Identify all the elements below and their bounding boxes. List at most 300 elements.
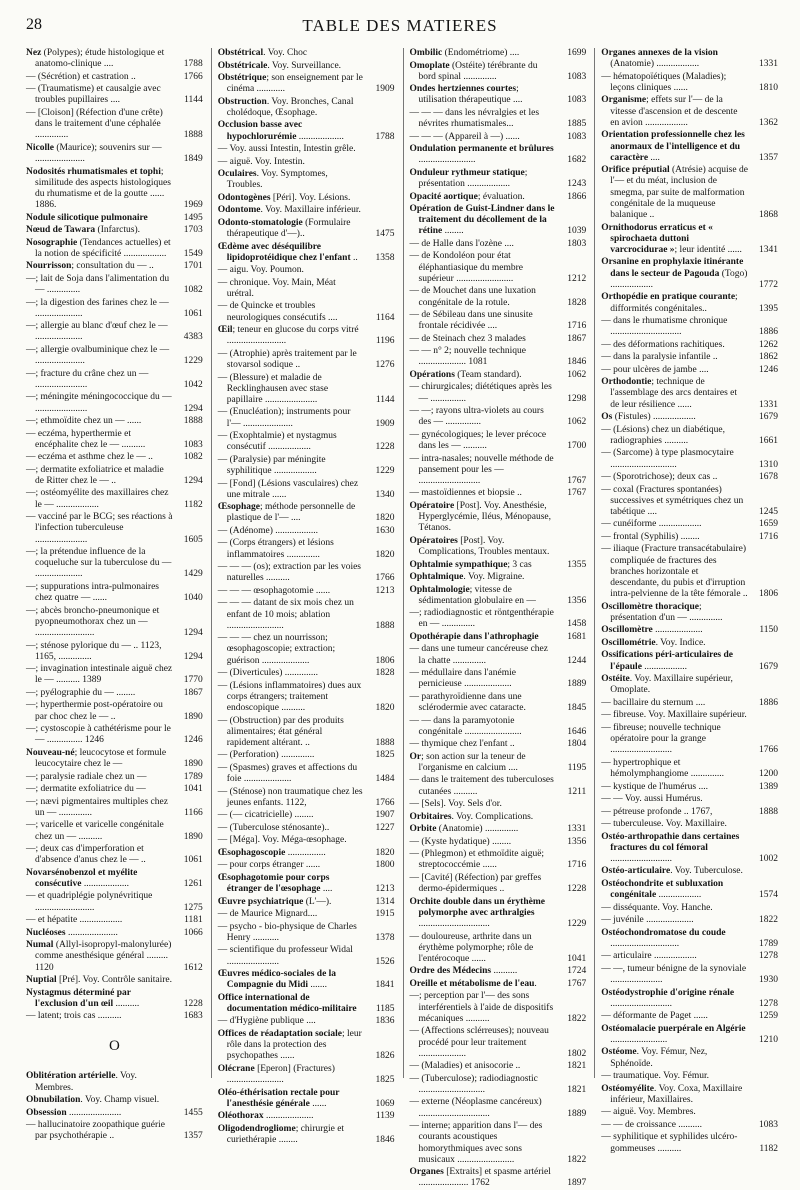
index-entry — [410, 334, 587, 345]
index-entry-page: 1040 — [183, 593, 203, 604]
index-entry-text: Orthodontie; technique de l'assemblage des arcs dentaires et de leur résilience ...... — [601, 377, 737, 410]
index-entry-page: 1211 — [567, 786, 587, 797]
index-entry — [218, 922, 395, 944]
index-entry-text: —; invagination intestinale aiguë chez le — .......... 1389 — [26, 664, 173, 686]
index-entry-page: 1083 — [567, 95, 587, 106]
index-entry-text: —; lait de Soja dans l'alimentation du — .............. — [26, 273, 170, 296]
index-entry-page: 1331 — [759, 59, 778, 70]
index-entry — [410, 644, 587, 666]
index-entry-text: — traumatique. Voy. Fémur. — [601, 1071, 709, 1082]
index-entry — [410, 346, 587, 368]
index-entry — [26, 1071, 203, 1093]
index-entry-page: 1182 — [759, 1143, 778, 1154]
index-entry-text: — et hépatite .................. — [26, 915, 123, 926]
index-entry — [218, 278, 395, 300]
index-entry-page: 1890 — [183, 711, 203, 722]
index-entry-page: 1357 — [183, 1131, 203, 1142]
index-entry — [218, 810, 395, 821]
index-entry-text: — (Sténose) non traumatique chez les jeunes enfants. 1122, — [217, 786, 363, 808]
index-entry — [26, 1120, 203, 1142]
index-entry-text: —; cystoscopie à cathétérisme pour le — ............... 1246 — [26, 724, 171, 746]
index-entry — [410, 108, 587, 130]
index-entry-text: — eczéma et asthme chez le — .. — [26, 452, 153, 463]
index-entry-page: 1820 — [375, 549, 395, 560]
index-entry — [410, 1121, 587, 1166]
index-entry — [218, 873, 395, 895]
index-entry-text: — des déformations rachitiques. — [601, 339, 725, 350]
index-entry-text: Ophtalmologie; vitesse de sédimentation globulaire en — — [409, 584, 536, 606]
index-entry-page: 4383 — [183, 332, 203, 343]
index-entry-page: 1930 — [759, 975, 778, 986]
index-entry-text: Obstétrical. Voy. Choc — [217, 48, 308, 58]
index-entry-page: 1767 — [567, 488, 587, 499]
index-entry-text: — aiguë. Voy. Membres. — [601, 1107, 696, 1118]
index-entry-page: 1766 — [759, 745, 778, 756]
index-entry-page: 1646 — [567, 726, 587, 737]
index-entry — [218, 823, 395, 834]
index-entry-page: 1082 — [183, 285, 203, 296]
index-entry — [26, 143, 203, 165]
index-entry-page: 1678 — [759, 472, 778, 483]
index-entry-page: 1246 — [759, 364, 778, 375]
index-column-4 — [594, 48, 778, 1154]
index-entry-text: Offices de réadaptation sociale; leur rôle dans la protection des psychopathes ...... — [217, 1028, 362, 1062]
index-entry-text: — pétreuse profonde .. 1767, — [601, 806, 713, 817]
index-entry-page: 1259 — [759, 1011, 778, 1022]
index-entry-text: — aigu. Voy. Poumon. — [217, 265, 304, 276]
index-entry-text: — — — œsophagotomie ...... — [217, 585, 331, 596]
index-entry-text: — — — (os); extraction par les voies naturelles .......... — [217, 562, 362, 584]
index-entry-text: Obsession ...................... — [26, 1107, 122, 1118]
index-entry-page: 1822 — [567, 1013, 587, 1024]
index-entry-page: 1821 — [567, 1084, 587, 1095]
index-entry — [410, 849, 587, 871]
index-entry-text: Nicolle (Maurice); souvenirs sur — ..................... — [26, 142, 162, 165]
index-entry — [26, 392, 203, 414]
index-entry-text: Orbitaires. Voy. Complications. — [409, 811, 534, 822]
index-entry-page: 1061 — [183, 855, 203, 866]
index-entry-page: 1716 — [567, 860, 587, 871]
index-entry-text: —; nævi pigmentaires multiples chez un — .............. — [26, 796, 168, 818]
index-entry-page: 1331 — [567, 824, 587, 835]
index-entry — [26, 700, 203, 722]
index-entry-text: Oléo-éthérisation rectale pour l'anesthésie générale ...... — [217, 1087, 340, 1109]
index-entry-text: — de Kondoléon pour état éléphantiasique du membre supérieur ........................ — [409, 251, 523, 284]
index-entry — [218, 48, 395, 59]
index-entry — [26, 582, 203, 604]
index-entry-page: 1821 — [567, 1061, 587, 1072]
index-entry — [26, 975, 203, 986]
index-entry-page: 1195 — [567, 762, 587, 773]
index-entry — [410, 1061, 587, 1072]
index-entry — [410, 239, 587, 250]
index-entry-page: 1213 — [375, 585, 395, 596]
index-entry-text: — fibreuse; nouvelle technique opératoire pour la grange .......................... — [601, 722, 721, 756]
index-entry-page: 1888 — [759, 806, 778, 817]
index-entry-page: 1836 — [375, 1016, 395, 1027]
index-entry-text: Orthopédie en pratique courante; difformités congénitales.. — [601, 292, 738, 314]
index-entry — [410, 585, 587, 607]
index-entry-text: Ostéite. Voy. Maxillaire supérieur, Omoplate. — [601, 674, 733, 696]
index-entry-text: Omoplate (Ostéite) térébrante du bord spinal .............. — [409, 60, 538, 82]
index-entry-text: Ophtalmique. Voy. Migraine. — [409, 572, 525, 583]
index-entry-page: 1789 — [183, 771, 203, 782]
index-entry — [410, 536, 587, 558]
index-entry-text: — articulaire .................. — [601, 951, 697, 962]
index-entry-text: — [Cavité] (Réfection) par greffes dermo-épidermiques .. — [409, 872, 542, 895]
index-entry-page: 1574 — [759, 890, 778, 901]
index-entry — [601, 425, 778, 447]
index-entry — [601, 1071, 778, 1082]
index-entry-text: — (Atrophie) après traitement par le stovarsol sodique .. — [217, 348, 357, 371]
index-entry-page: 1820 — [375, 703, 395, 714]
page-number: 28 — [26, 16, 42, 33]
index-entry — [601, 710, 778, 721]
index-entry — [26, 512, 203, 546]
index-entry-text: — déformante de Paget ...... — [601, 1011, 708, 1022]
index-entry-page: 1314 — [375, 896, 395, 907]
index-entry — [601, 532, 778, 543]
index-entry-text: — psycho - bio-physique de Charles Henry ........... — [217, 921, 357, 943]
index-entry — [601, 638, 778, 649]
index-entry-text: — de Halle dans l'ozène .... — [409, 238, 514, 249]
index-entry-page: 1804 — [567, 739, 587, 750]
index-entry — [410, 84, 587, 106]
index-entry-page: 1200 — [759, 769, 778, 779]
index-entry — [26, 238, 203, 260]
index-entry-page: 1294 — [183, 403, 203, 414]
index-entry — [410, 204, 587, 238]
index-entry-text: — Voy. aussi Intestin, Intestin grêle. — [217, 144, 356, 155]
index-entry-page: 1083 — [183, 439, 203, 450]
index-entry-page: 1083 — [759, 1119, 778, 1130]
index-entry — [218, 1064, 395, 1086]
index-entry-page: 1278 — [759, 951, 778, 962]
index-entry-text: —; ostéomyélite des maxillaires chez le — .................. — [26, 488, 169, 510]
index-entry-page: 1888 — [375, 737, 395, 748]
index-entry — [26, 261, 203, 272]
index-entry-page: 1355 — [567, 559, 587, 570]
index-entry — [218, 586, 395, 597]
index-entry-text: — vacciné par le BCG; ses réactions à l'infection tuberculeuse ...................... — [26, 512, 173, 545]
index-entry — [26, 820, 203, 842]
index-entry-text: — thymique chez l'enfant .. — [409, 739, 515, 750]
index-entry-page: 1185 — [375, 1003, 395, 1014]
index-entry-text: — interne; apparition dans l'— des courants acoustiques homorythmiques avec sons musicaux ........................ — [409, 1121, 543, 1165]
index-entry-page: 1294 — [183, 475, 203, 486]
index-column-1 — [26, 48, 203, 1142]
index-entry-text: — (Diverticules) .............. — [217, 668, 319, 679]
index-entry-page: 1806 — [375, 655, 395, 666]
index-entry — [218, 1016, 395, 1027]
index-entry — [218, 205, 395, 216]
index-entry — [26, 688, 203, 699]
index-entry — [601, 794, 778, 805]
index-entry-page: 1849 — [183, 154, 203, 165]
index-entry-page: 1083 — [567, 71, 587, 82]
index-entry — [601, 472, 778, 483]
index-entry-text: Œsophagoscopie ................ — [217, 847, 326, 858]
index-entry — [218, 716, 395, 750]
index-entry-text: — de Sébileau dans une sinusite frontale récidivée .... — [409, 310, 533, 332]
index-entry — [218, 325, 395, 347]
index-entry-text: Occlusion basse avec hypochlorurémie ................... — [217, 120, 344, 142]
index-entry-page: 1341 — [759, 244, 778, 255]
index-entry-text: Odontome. Voy. Maxillaire inférieur. — [217, 205, 361, 216]
index-entry-text: — tuberculeuse. Voy. Maxillaire. — [601, 819, 727, 829]
index-entry-text: Orchite double dans un érythème polymorphe avec arthralgies .............................. — [409, 896, 545, 929]
index-entry — [218, 120, 395, 142]
index-entry-page: 1767 — [567, 475, 587, 486]
index-entry-text: Ostéome. Voy. Fémur, Nez, Sphénoïde. — [601, 1047, 708, 1069]
index-entry-page: 1867 — [183, 687, 203, 698]
index-entry-page: 1229 — [375, 466, 395, 477]
index-entry — [218, 750, 395, 761]
index-entry — [410, 1097, 587, 1119]
index-entry-page: 1703 — [183, 225, 203, 236]
index-entry — [601, 130, 778, 164]
index-entry-text: — dans la paralysie infantile .. — [601, 352, 718, 363]
index-entry-text: Odontogènes [Péri]. Voy. Lésions. — [217, 192, 351, 203]
index-entry-text: — (Blessure) et maladie de Recklinghausen avec stase papillaire ...................... — [217, 372, 329, 405]
index-column-3 — [403, 48, 587, 1189]
index-entry-text: Ostéomalacie puerpérale en Algérie ........................ — [601, 1023, 746, 1045]
index-entry — [218, 835, 395, 846]
index-entry — [410, 799, 587, 810]
index-entry — [601, 48, 778, 70]
index-entry-page: 1298 — [567, 393, 587, 404]
index-entry — [218, 73, 395, 95]
index-entry-page: 1700 — [567, 441, 587, 452]
index-entry-text: —; la prétendue influence de la coqueluche sur la tuberculose du — .................... — [26, 547, 172, 580]
index-entry-page: 1229 — [567, 919, 587, 929]
index-entry — [601, 519, 778, 530]
page-title: TABLE DES MATIERES — [302, 16, 498, 35]
index-entry-text: Œil; teneur en glucose du corps vitré ......................... — [217, 325, 359, 347]
index-entry-text: Nez (Polypes); étude histologique et anatomo-clinique .... — [26, 48, 165, 70]
index-entry — [410, 488, 587, 499]
index-entry-page: 1362 — [759, 117, 778, 128]
index-entry-page: 1526 — [375, 956, 395, 967]
index-entry-text: —; méningite méningococcique du — ...................... — [26, 392, 172, 414]
index-entry-page: 1069 — [375, 1098, 395, 1109]
index-entry-page: 1800 — [375, 860, 395, 871]
index-entry-text: Nystagmus déterminé par l'exclusion d'un œil .......... — [26, 987, 140, 1009]
index-entry-text: — disséquante. Voy. Hanche. — [601, 902, 713, 913]
index-entry — [601, 316, 778, 338]
index-entry — [218, 265, 395, 276]
index-entry-text: Oreille et métabolisme de l'eau. — [409, 978, 537, 989]
index-entry-page: 1310 — [759, 459, 778, 470]
index-entry — [26, 167, 203, 212]
index-entry — [601, 951, 778, 962]
index-entry — [218, 1088, 395, 1110]
index-entry — [218, 97, 395, 119]
index-entry-page: 1772 — [759, 279, 778, 290]
index-entry-page: 1886 — [759, 697, 778, 708]
index-entry — [218, 909, 395, 920]
index-entry-page: 1897 — [567, 1178, 587, 1189]
index-entry-text: — coxal (Fractures spontanées) successives et symétriques chez un tabétique .... — [601, 484, 744, 517]
index-entry — [218, 502, 395, 524]
index-entry — [26, 274, 203, 296]
index-entry-page: 1139 — [375, 1111, 395, 1122]
index-entry-text: Organes [Extraits] et spasme artériel ..................... 1762 — [409, 1167, 551, 1189]
index-entry-text: Office international de documentation médico-militaire — [217, 992, 357, 1014]
index-entry-text: — kystique de l'humérus .... — [601, 781, 708, 792]
index-entry — [26, 225, 203, 236]
index-entry — [26, 452, 203, 463]
index-entry-text: — — Voy. aussi Humérus. — [601, 794, 703, 804]
index-columns — [26, 48, 778, 1189]
index-entry — [218, 407, 395, 429]
index-entry-text: — (Spasmes) graves et affections du foie .................... — [217, 762, 358, 785]
index-entry — [218, 479, 395, 501]
index-entry-page: 1244 — [567, 655, 587, 666]
index-entry-text: — (Sporotrichose); deux cas .. — [601, 472, 718, 483]
index-entry-text: — [Cloison] (Réfection d'une crête) dans le traitement d'une céphalée .............. — [26, 107, 163, 141]
index-entry-text: Ossifications péri-articulaires de l'épaule .................. — [601, 650, 734, 672]
index-entry-text: Oscillomètre .................... — [601, 625, 703, 636]
index-entry — [26, 416, 203, 427]
index-entry-page: 1766 — [375, 573, 395, 584]
index-entry-page: 1699 — [567, 48, 587, 58]
index-entry — [410, 966, 587, 977]
index-entry-text: — [Méga]. Voy. Méga-œsophage. — [217, 835, 347, 846]
index-entry-text: — (Lésions) chez un diabétique, radiographies .......... — [601, 424, 725, 446]
index-entry-page: 1495 — [183, 212, 203, 223]
index-entry-text: — de Mouchet dans une luxation congénitale de la rotule. — [409, 286, 536, 308]
index-entry-page: 1144 — [375, 394, 395, 405]
index-entry-text: — [Sels]. Voy. Sels d'or. — [409, 799, 502, 810]
index-entry — [410, 739, 587, 750]
index-entry-text: — (Enucléation); instruments pour l'— ..................... — [217, 407, 351, 429]
index-entry — [26, 369, 203, 391]
index-entry-text: — dans le rhumatisme chronique .............................. — [601, 316, 728, 338]
index-entry-text: Or; son action sur la teneur de l'organisme en calcium .... — [409, 751, 526, 773]
index-entry-page: 1166 — [184, 807, 203, 818]
index-entry — [601, 72, 778, 94]
index-entry-page: 1212 — [567, 273, 587, 284]
index-entry-page: 1810 — [759, 82, 778, 93]
index-entry-text: Ornithodorus erraticus et « spirochaeta duttoni varcrocidurae »; leur identité ...... — [601, 222, 742, 255]
index-entry-text: — — de croissance .......... — [601, 1119, 703, 1130]
index-entry — [218, 242, 395, 264]
index-entry-page: 1681 — [567, 631, 587, 642]
index-entry-text: Œsophage; méthode personnelle de plastique de l'— .... — [217, 502, 356, 524]
index-entry — [410, 1074, 587, 1096]
index-entry-text: —; suppurations intra-pulmonaires chez quatre — ...... — [26, 581, 159, 604]
index-entry-page: 1294 — [183, 651, 203, 662]
index-entry-text: — (Sarcome) à type plasmocytaire ............................ — [601, 448, 734, 470]
index-entry-text: — pour corps étranger ...... — [217, 860, 321, 871]
index-entry — [601, 257, 778, 291]
index-entry — [410, 382, 587, 404]
index-entry-page: 1210 — [759, 1034, 778, 1045]
index-entry-page: 1429 — [183, 569, 203, 580]
index-entry-text: Nouveau-né; leucocytose et formule leucocytaire chez le — — [26, 747, 167, 770]
index-entry — [26, 1011, 203, 1022]
index-entry-text: — (Corps étrangers) et lésions inflammatoires .............. — [217, 538, 334, 560]
index-entry — [218, 526, 395, 537]
index-entry-page: 1144 — [184, 95, 203, 106]
index-entry-page: 1612 — [183, 962, 203, 973]
index-entry — [410, 1026, 587, 1060]
index-entry — [410, 837, 587, 848]
index-entry-text: Nourrisson; consultation du — .. — [26, 261, 154, 272]
index-entry-text: — (Affections sclérreuses); nouveau procédé pour leur traitement .................... — [409, 1026, 549, 1059]
index-entry-text: — syphilitique et syphilides ulcéro-gommeuses .......... — [601, 1132, 738, 1154]
index-entry-page: 1181 — [184, 915, 203, 926]
index-entry-page: 1845 — [567, 703, 587, 714]
index-entry — [410, 572, 587, 583]
index-entry-text: Organisme; effets sur l'— de la vitesse d'ascension et de descente en avion .................. — [601, 95, 738, 128]
index-entry-page: 1701 — [183, 261, 203, 272]
index-entry-page: 1802 — [567, 1048, 587, 1059]
index-entry-page: 1228 — [375, 442, 395, 453]
index-entry — [26, 1095, 203, 1106]
index-entry-text: — (Tuberculose); radiodiagnostic ............................ — [409, 1073, 538, 1095]
index-entry-text: Oligodendrogliome; chirurgie et curiethérapie ........ — [217, 1123, 345, 1145]
index-entry-text: Orbite (Anatomie) .............. — [409, 824, 519, 835]
index-entry — [601, 377, 778, 411]
index-entry-text: — parathyroïdienne dans une sclérodermie avec cataracte. — [409, 691, 526, 714]
index-entry-page: 1803 — [567, 238, 587, 249]
index-entry — [26, 321, 203, 343]
index-entry — [601, 807, 778, 818]
index-entry-text: Œuvres médico-sociales de la Compagnie du Midi ....... — [217, 969, 337, 991]
index-entry — [601, 650, 778, 672]
index-entry-text: — mastoïdiennes et biopsie .. — [409, 488, 522, 499]
index-entry-text: Ombilic (Endométriome) .... — [409, 48, 520, 58]
index-entry — [26, 772, 203, 783]
index-entry — [410, 168, 587, 190]
index-entry-page: 1679 — [759, 412, 778, 423]
index-entry — [601, 1120, 778, 1131]
index-entry-page: 1825 — [375, 750, 395, 761]
index-entry — [410, 932, 587, 966]
index-entry-page: 1475 — [375, 229, 395, 240]
index-entry-text: Nœud de Tawara (Infarctus). — [26, 225, 141, 236]
index-entry-text: Nodule silicotique pulmonaire — [26, 212, 148, 223]
index-entry-page: 1182 — [184, 499, 203, 510]
index-entry-text: — juvénile .................... — [601, 915, 694, 926]
index-entry-page: 1164 — [375, 312, 395, 323]
index-entry-text: — (Phlegmon) et ethmoïdite aiguë; streptococcémie ...... — [409, 849, 545, 871]
index-entry-page: 1889 — [567, 679, 587, 690]
index-entry-text: — hypertrophique et hémolymphangiome .............. — [601, 757, 724, 779]
index-entry-page: 1889 — [567, 1108, 587, 1119]
index-entry — [26, 213, 203, 224]
index-entry — [601, 292, 778, 314]
index-entry — [601, 964, 778, 986]
index-entry — [218, 969, 395, 991]
index-entry-page: 1825 — [375, 1075, 395, 1086]
index-entry — [601, 866, 778, 877]
index-entry — [218, 633, 395, 667]
index-entry — [601, 879, 778, 901]
index-entry-page: 1806 — [759, 589, 778, 600]
index-entry-text: Ostéodystrophie d'origine rénale .......................... — [601, 987, 735, 1009]
index-entry — [601, 165, 778, 221]
index-entry — [601, 915, 778, 926]
index-entry-text: — (Exophtalmie) et nystagmus consécutif .................. — [217, 431, 337, 453]
index-entry-page: 1661 — [759, 435, 778, 446]
index-entry-text: — (Adénome) .................. — [217, 525, 319, 536]
index-entry — [410, 132, 587, 143]
index-entry-text: Novarsénobenzol et myélite consécutive ................... — [26, 867, 138, 889]
index-entry — [26, 48, 203, 70]
